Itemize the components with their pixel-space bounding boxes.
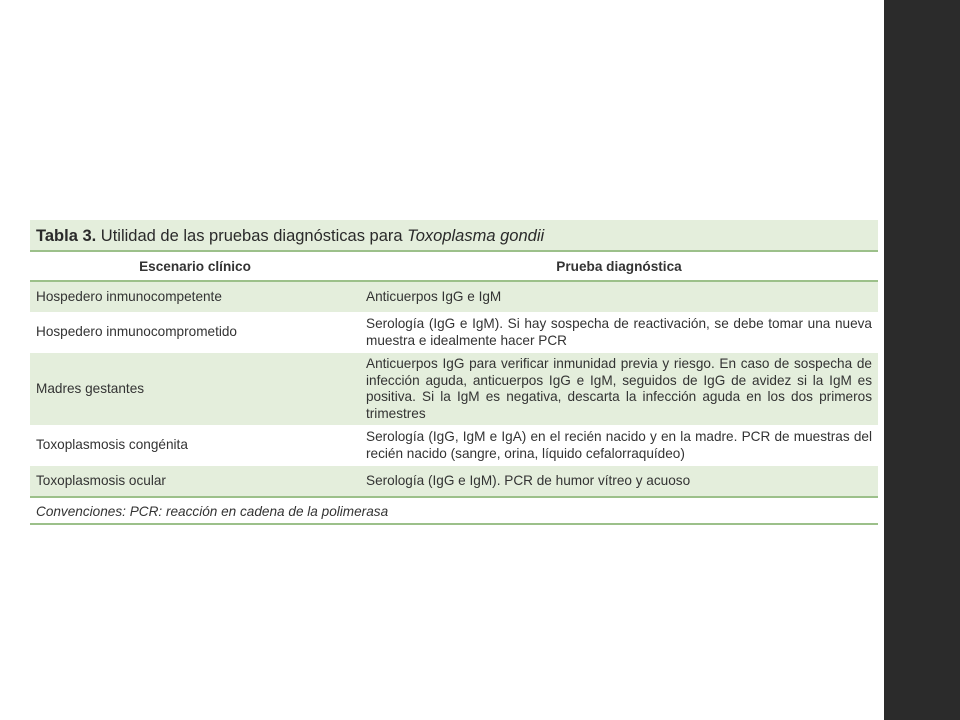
table-row xyxy=(30,353,878,426)
scenario-cell: Madres gestantes xyxy=(30,353,360,426)
dark-side-panel xyxy=(884,0,960,720)
table-row xyxy=(30,313,878,353)
test-cell: Serología (IgG e IgM). PCR de humor vítreo y acuoso xyxy=(360,466,878,498)
table-row xyxy=(30,281,878,313)
table-title xyxy=(30,220,878,252)
table-header-row xyxy=(30,252,878,281)
scenario-cell: Toxoplasmosis congénita xyxy=(30,426,360,466)
test-cell: Serología (IgG, IgM e IgA) en el recién nacido y en la madre. PCR de muestras del recién nacido (sangre, orina, líquido cefalorraquídeo) xyxy=(360,426,878,466)
scenario-cell: Hospedero inmunocomprometido xyxy=(30,313,360,353)
header-scenario: Escenario clínico xyxy=(30,252,360,281)
diagnostic-table xyxy=(30,252,878,525)
test-cell: Anticuerpos IgG e IgM xyxy=(360,281,878,313)
test-cell: Serología (IgG e IgM). Si hay sospecha de reactivación, se debe tomar una nueva muestra e idealmente hacer PCR xyxy=(360,313,878,353)
table-title-number: Tabla 3. xyxy=(36,227,97,245)
scenario-cell: Hospedero inmunocompetente xyxy=(30,281,360,313)
table-footnote: Convenciones: PCR: reacción en cadena de la polimerasa xyxy=(30,497,878,524)
test-cell: Anticuerpos IgG para verificar inmunidad previa y riesgo. En caso de sospecha de infección aguda, anticuerpos IgG e IgM, seguidos de IgG de avidez si la IgM es positiva. Si la IgM es negativa, descarta la infección aguda en los dos primeros trimestres xyxy=(360,353,878,426)
header-test: Prueba diagnóstica xyxy=(360,252,878,281)
table-title-species: Toxoplasma gondii xyxy=(407,227,545,245)
table-title-text: Utilidad de las pruebas diagnósticas para xyxy=(96,227,408,245)
diagnostic-table-block xyxy=(30,220,878,525)
table-row xyxy=(30,426,878,466)
scenario-cell: Toxoplasmosis ocular xyxy=(30,466,360,498)
table-footnote-row xyxy=(30,497,878,524)
table-row xyxy=(30,466,878,498)
